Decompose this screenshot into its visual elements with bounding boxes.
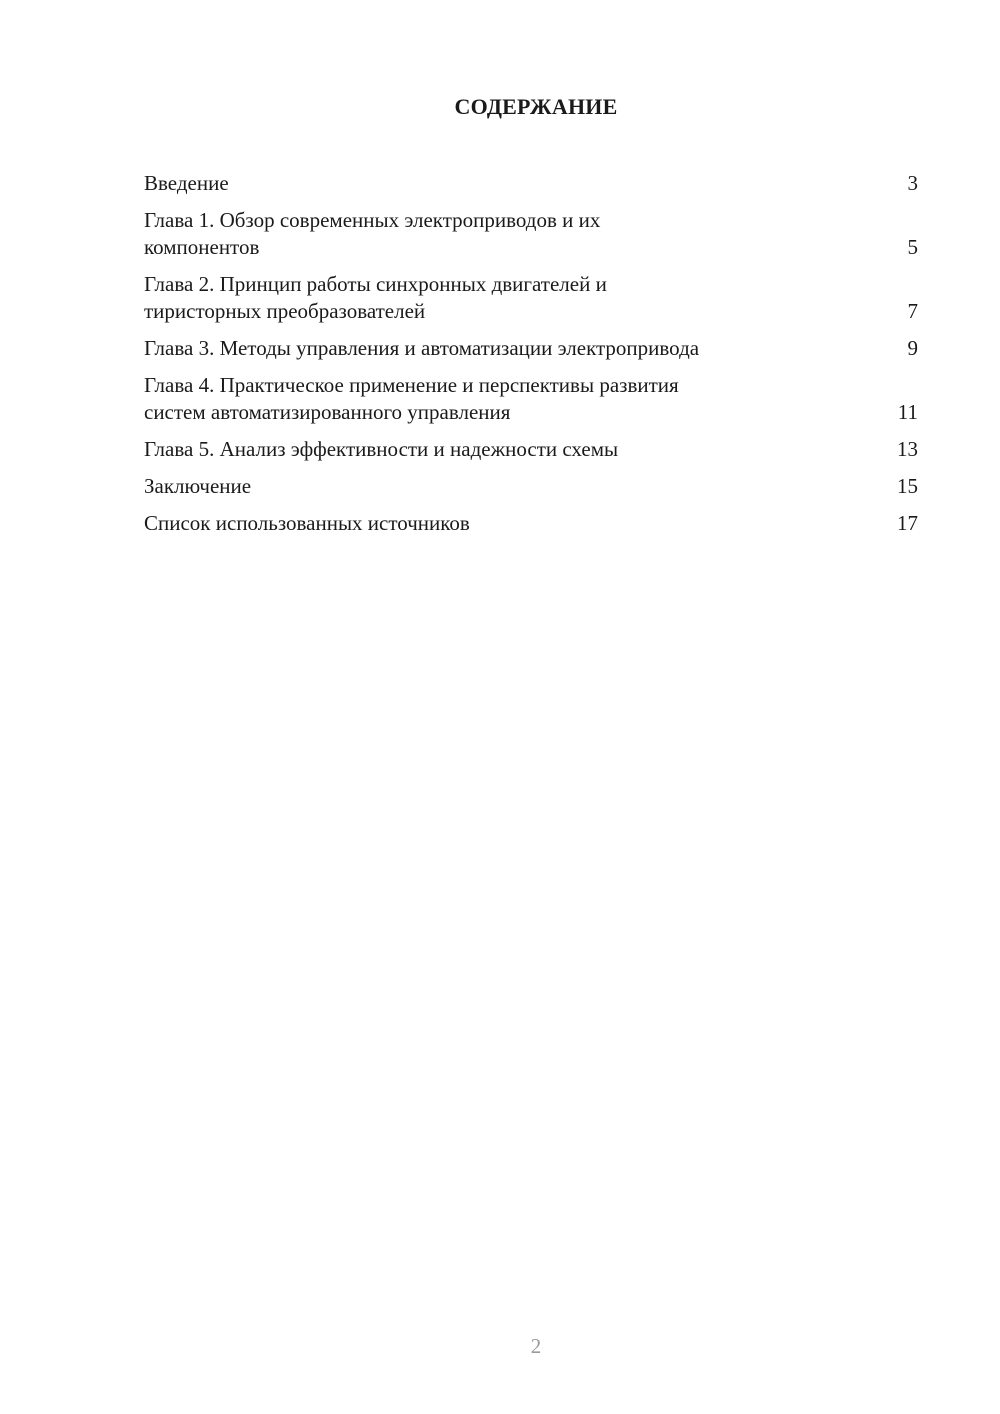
toc-entry — [144, 335, 918, 362]
toc-entry-label — [144, 510, 897, 537]
toc-entry-label — [144, 436, 897, 463]
toc-entry — [144, 170, 918, 197]
toc-entry-page: 15 — [897, 474, 918, 498]
toc-entry-label — [144, 335, 908, 362]
toc-entry-line: Глава 2. Принцип работы синхронных двигателей и — [144, 272, 607, 296]
toc-entry — [144, 271, 918, 325]
toc-entry — [144, 207, 918, 261]
toc-entry-page: 17 — [897, 511, 918, 535]
toc-entry-label — [144, 207, 908, 261]
toc-entry — [144, 510, 918, 537]
toc-entry-line: систем автоматизированного управления — [144, 400, 511, 424]
toc-entry-label — [144, 170, 908, 197]
toc-entry-page: 5 — [907, 235, 918, 259]
toc-entry-line: Введение — [144, 171, 229, 195]
toc-entry-line: Глава 3. Методы управления и автоматизации электропривода — [144, 336, 700, 360]
toc-entry-line: Список использованных источников — [144, 511, 470, 535]
toc-entry — [144, 372, 918, 426]
table-of-contents — [144, 170, 918, 547]
toc-entry-page: 11 — [897, 400, 918, 424]
toc-entry — [144, 473, 918, 500]
toc-entry-line: компонентов — [144, 235, 260, 259]
toc-entry-page: 7 — [907, 299, 918, 323]
toc-entry-label — [144, 372, 898, 426]
toc-entry-page: 3 — [907, 171, 918, 195]
toc-entry-line: Глава 4. Практическое применение и перспективы развития — [144, 373, 679, 397]
toc-entry-line: Заключение — [144, 474, 252, 498]
toc-entry — [144, 436, 918, 463]
toc-entry-line: Глава 1. Обзор современных электроприводов и их — [144, 208, 601, 232]
toc-entry-label — [144, 271, 908, 325]
page-number: 2 — [530, 1334, 542, 1358]
toc-entry-page: 9 — [907, 336, 918, 360]
toc-entry-page: 13 — [897, 437, 918, 461]
toc-entry-line: тиристорных преобразователей — [144, 299, 426, 323]
toc-entry-label — [144, 473, 897, 500]
toc-entry-line: Глава 5. Анализ эффективности и надежности схемы — [144, 437, 619, 461]
page-title: СОДЕРЖАНИЕ — [454, 94, 618, 119]
